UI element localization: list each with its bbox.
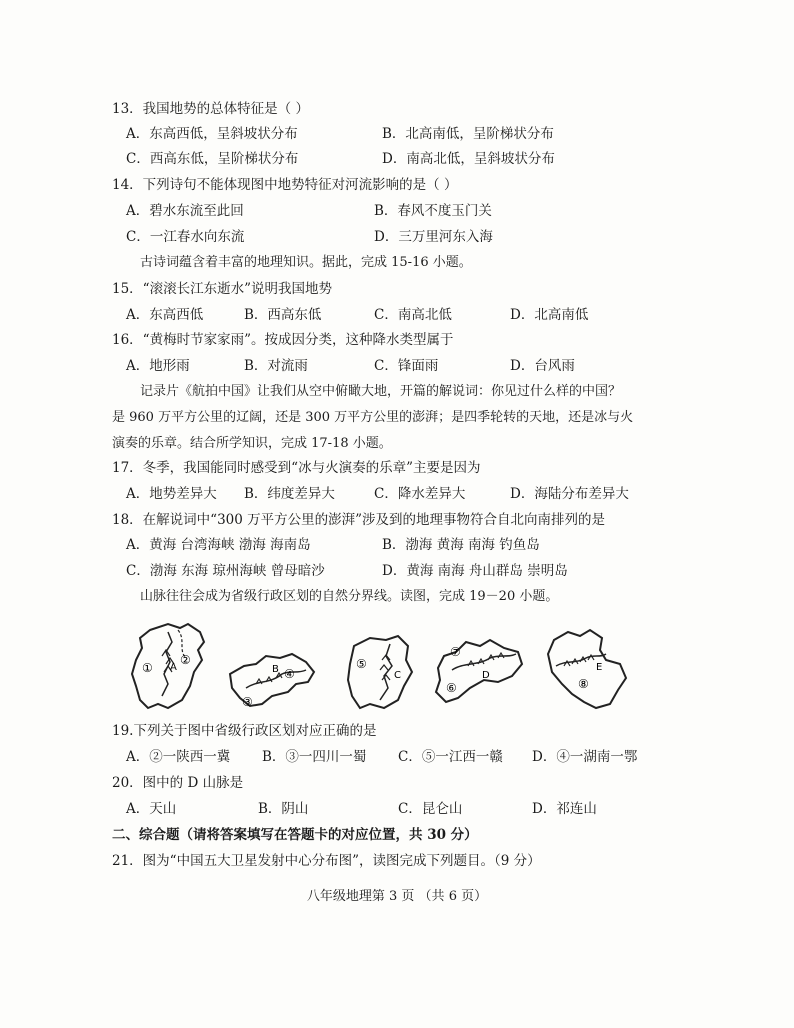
- province-map-2: [222, 644, 322, 714]
- q13-option-a: A．东高西低，呈斜坡状分布: [126, 126, 298, 142]
- map2-label-b: B: [272, 664, 279, 675]
- section-2-heading: 二、综合题（请将答案填写在答题卡的对应位置，共 30 分）: [112, 827, 478, 843]
- map1-label-a: A: [170, 662, 177, 673]
- q18-option-a: A．黄海 台湾海峡 渤海 海南岛: [126, 537, 311, 553]
- q20-option-a: A．天山: [126, 801, 177, 817]
- province-map-5: [540, 624, 630, 714]
- q14-option-b: B．春风不度玉门关: [374, 203, 492, 219]
- q13-option-c: C．西高东低，呈阶梯状分布: [126, 151, 299, 167]
- map4-label-7: ⑦: [450, 645, 461, 659]
- q16-option-d: D．台风雨: [510, 358, 575, 374]
- q21-stem: 21．图为“中国五大卫星发射中心分布图”，读图完成下列题目。（9 分）: [112, 853, 541, 869]
- q20-option-c: C．昆仑山: [398, 801, 463, 817]
- province-maps: [128, 620, 648, 716]
- q16-stem: 16．“黄梅时节家家雨”。按成因分类，这种降水类型属于: [112, 332, 454, 348]
- q18-option-d: D．黄海 南海 舟山群岛 崇明岛: [382, 563, 568, 579]
- map5-label-8: ⑧: [578, 677, 589, 691]
- q16-option-b: B．对流雨: [244, 358, 308, 374]
- q15-stem: 15．“滚滚长江东逝水”说明我国地势: [112, 281, 332, 297]
- q16-option-a: A．地形雨: [126, 358, 190, 374]
- q20-stem: 20．图中的 D 山脉是: [112, 775, 244, 791]
- q15-option-d: D．北高南低: [510, 307, 589, 323]
- map1-label-2: ②: [180, 653, 191, 667]
- q15-option-b: B．西高东低: [244, 307, 322, 323]
- map2-label-4: ④: [284, 667, 295, 681]
- q19-option-c: C．⑤一江西一赣: [398, 749, 503, 765]
- intro-17-18-line2: 是 960 万平方公里的辽阔，还是 300 万平方公里的澎湃；是四季轮转的天地，还是冰与火: [112, 410, 634, 425]
- q19-option-b: B．③一四川一蜀: [262, 749, 367, 765]
- province-map-1: [128, 620, 218, 712]
- intro-19-20: 山脉往往会成为省级行政区划的自然分界线。读图，完成 19－20 小题。: [140, 589, 559, 604]
- q14-stem: 14．下列诗句不能体现图中地势特征对河流影响的是（ ）: [112, 177, 458, 193]
- map2-label-3: ③: [242, 695, 253, 709]
- q13-option-b: B．北高南低，呈阶梯状分布: [382, 126, 554, 142]
- map5-label-e: E: [596, 662, 603, 673]
- q14-option-d: D．三万里河东入海: [374, 229, 493, 245]
- intro-17-18-line1: 记录片《航拍中国》让我们从空中俯瞰大地，开篇的解说词：你见过什么样的中国？: [140, 384, 622, 399]
- map4-label-d: D: [482, 670, 490, 681]
- map4-label-6: ⑥: [446, 681, 457, 695]
- q20-option-d: D．祁连山: [532, 801, 597, 817]
- q18-option-b: B．渤海 黄海 南海 钓鱼岛: [382, 537, 540, 553]
- q13-option-d: D．南高北低，呈斜坡状分布: [382, 151, 555, 167]
- q14-option-a: A．碧水东流至此回: [126, 203, 244, 219]
- map3-label-c: C: [394, 670, 401, 681]
- map1-label-1: ①: [142, 661, 153, 675]
- q17-option-d: D．海陆分布差异大: [510, 486, 629, 502]
- q15-option-c: C．南高北低: [374, 307, 452, 323]
- map3-label-5: ⑤: [356, 657, 367, 671]
- q17-stem: 17．冬季，我国能同时感受到“冰与火演奏的乐章”主要是因为: [112, 460, 481, 476]
- q17-option-c: C．降水差异大: [374, 486, 466, 502]
- q13-stem: 13．我国地势的总体特征是（ ）: [112, 101, 309, 117]
- intro-15-16: 古诗词蕴含着丰富的地理知识。据此，完成 15-16 小题。: [140, 255, 472, 270]
- province-map-4: [428, 632, 528, 712]
- q18-option-c: C．渤海 东海 琼州海峡 曾母暗沙: [126, 563, 325, 579]
- page-footer: 八年级地理第 3 页 （共 6 页）: [306, 889, 488, 904]
- q14-option-c: C．一江春水向东流: [126, 229, 245, 245]
- q18-stem: 18．在解说词中“300 万平方公里的澎湃”涉及到的地理事物符合自北向南排列的是: [112, 512, 606, 528]
- q19-option-a: A．②一陕西一冀: [126, 749, 231, 765]
- q16-option-c: C．锋面雨: [374, 358, 439, 374]
- q20-option-b: B．阴山: [258, 801, 309, 817]
- intro-17-18-line3: 演奏的乐章。结合所学知识，完成 17-18 小题。: [112, 436, 392, 451]
- q19-stem: 19.下列关于图中省级行政区划对应正确的是: [112, 723, 377, 739]
- province-map-3: [340, 630, 420, 714]
- q17-option-b: B．纬度差异大: [244, 486, 335, 502]
- q15-option-a: A．东高西低: [126, 307, 204, 323]
- q19-option-d: D．④一湖南一鄂: [532, 749, 638, 765]
- q17-option-a: A．地势差异大: [126, 486, 217, 502]
